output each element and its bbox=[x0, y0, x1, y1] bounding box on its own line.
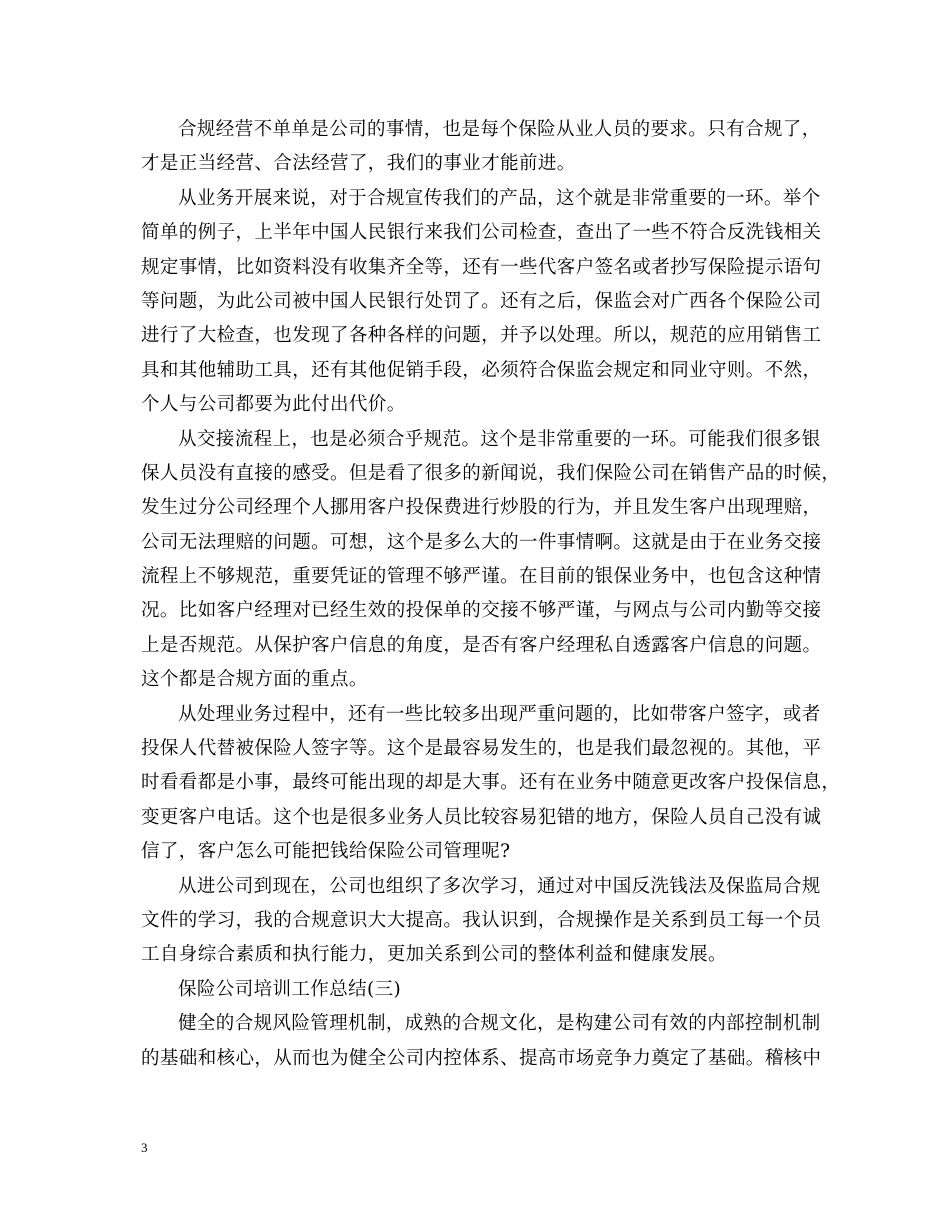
text-line: 才是正当经营、合法经营了，我们的事业才能前进。 bbox=[141, 153, 576, 175]
document-body bbox=[141, 113, 841, 1076]
text-line: 时看看都是小事，最终可能出现的却是大事。还有在业务中随意更改客户投保信息， bbox=[141, 772, 841, 794]
text-line: 上是否规范。从保护客户信息的角度，是否有客户经理私自透露客户信息的问题。 bbox=[141, 634, 822, 656]
text-line: 变更客户电话。这个也是很多业务人员比较容易犯错的地方，保险人员自己没有诚 bbox=[141, 806, 822, 828]
page-number: 3 bbox=[141, 1140, 148, 1155]
text-line: 文件的学习，我的合规意识大大提高。我认识到，合规操作是关系到员工每一个员 bbox=[141, 909, 822, 931]
text-line: 个人与公司都要为此付出代价。 bbox=[141, 394, 406, 416]
text-line: 这个都是合规方面的重点。 bbox=[141, 669, 368, 691]
text-line: 等问题，为此公司被中国人民银行处罚了。还有之后，保监会对广西各个保险公司 bbox=[141, 290, 822, 312]
text-line: 公司无法理赔的问题。可想，这个是多么大的一件事情啊。这就是由于在业务交接 bbox=[141, 531, 822, 553]
text-line: 健全的合规风险管理机制，成熟的合规文化，是构建公司有效的内部控制机制 bbox=[178, 1013, 821, 1035]
text-line: 从业务开展来说，对于合规宣传我们的产品，这个就是非常重要的一环。举个 bbox=[178, 187, 821, 209]
text-line: 保人员没有直接的感受。但是看了很多的新闻说，我们保险公司在销售产品的时候， bbox=[141, 462, 841, 484]
section-heading: 保险公司培训工作总结(三) bbox=[178, 978, 402, 1000]
text-line: 从进公司到现在，公司也组织了多次学习，通过对中国反洗钱法及保监局合规 bbox=[178, 875, 821, 897]
text-line: 简单的例子，上半年中国人民银行来我们公司检查，查出了一些不符合反洗钱相关 bbox=[141, 222, 822, 244]
text-line: 具和其他辅助工具，还有其他促销手段，必须符合保监会规定和同业守则。不然， bbox=[141, 359, 822, 381]
text-line: 信了，客户怎么可能把钱给保险公司管理呢? bbox=[141, 841, 511, 863]
text-line: 发生过分公司经理个人挪用客户投保费进行炒股的行为，并且发生客户出现理赔， bbox=[141, 497, 822, 519]
text-line: 合规经营不单单是公司的事情，也是每个保险从业人员的要求。只有合规了， bbox=[178, 119, 821, 140]
text-line: 从交接流程上，也是必须合乎规范。这个是非常重要的一环。可能我们很多银 bbox=[178, 428, 821, 450]
text-line: 的基础和核心，从而也为健全公司内控体系、提高市场竞争力奠定了基础。稽核中 bbox=[141, 1047, 822, 1069]
text-line: 流程上不够规范，重要凭证的管理不够严谨。在目前的银保业务中，也包含这种情 bbox=[141, 566, 822, 588]
text-line: 从处理业务过程中，还有一些比较多出现严重问题的，比如带客户签字，或者 bbox=[178, 703, 821, 725]
text-line: 投保人代替被保险人签字等。这个是最容易发生的，也是我们最忽视的。其他，平 bbox=[141, 738, 822, 760]
text-line: 工自身综合素质和执行能力，更加关系到公司的整体利益和健康发展。 bbox=[141, 944, 727, 966]
text-line: 进行了大检查，也发现了各种各样的问题，并予以处理。所以，规范的应用销售工 bbox=[141, 325, 822, 347]
text-line: 况。比如客户经理对已经生效的投保单的交接不够严谨，与网点与公司内勤等交接 bbox=[141, 600, 822, 622]
text-line: 规定事情，比如资料没有收集齐全等，还有一些代客户签名或者抄写保险提示语句 bbox=[141, 256, 822, 278]
